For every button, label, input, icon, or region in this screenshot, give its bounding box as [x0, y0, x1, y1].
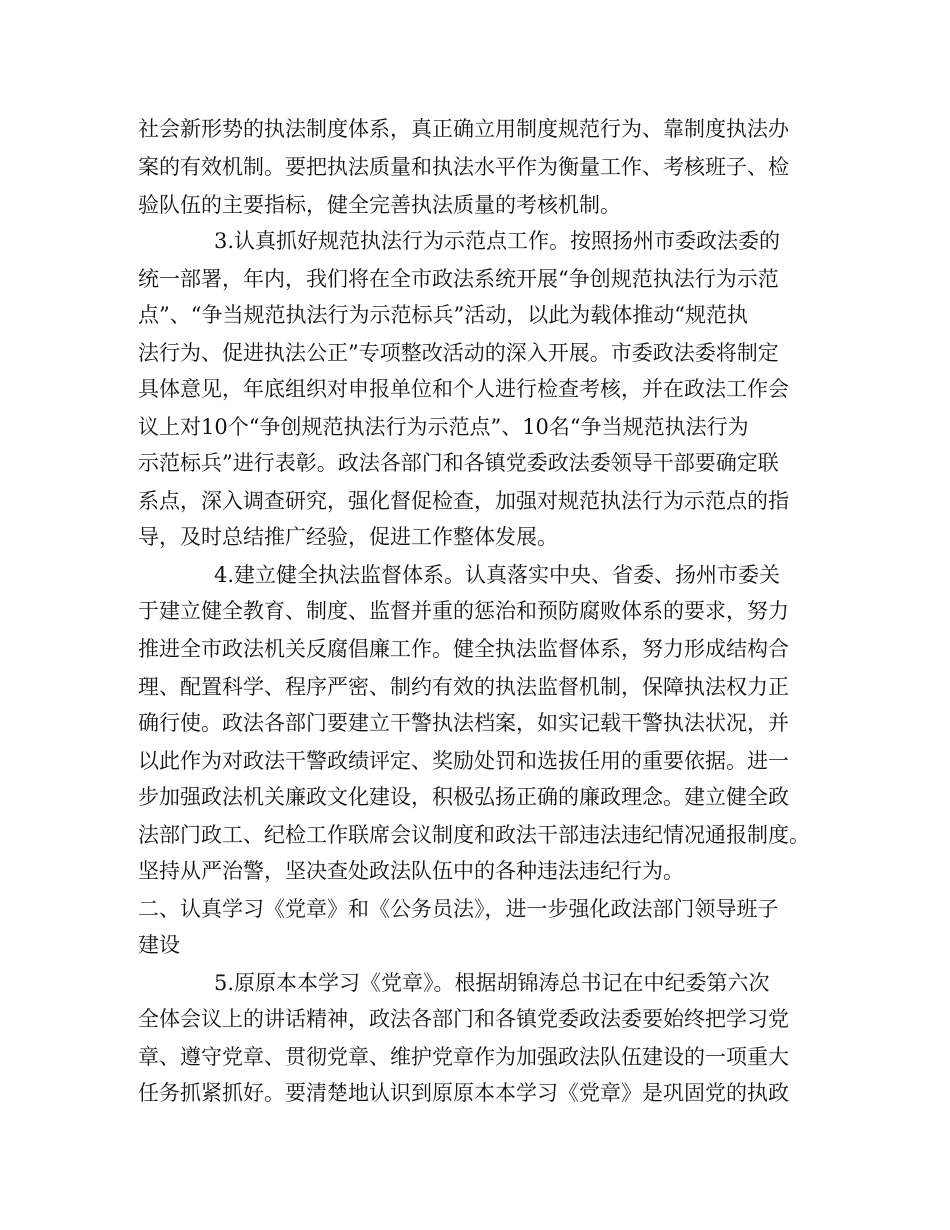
text-line: 验队伍的主要指标，健全完善执法质量的考核机制。 [138, 193, 621, 217]
text-line: 案的有效机制。要把执法质量和执法水平作为衡量工作、考核班子、检 [138, 155, 789, 179]
text-line: 章、遵守党章、贯彻党章、维护党章作为加强政法队伍建设的一项重大 [138, 1045, 789, 1069]
numbered-item-heading: 4.建立健全执法监督体系。认真落实中央、省委、扬州市委关 [214, 563, 781, 587]
section-heading: 二、认真学习《党章》和《公务员法》，进一步强化政法部门领导班子 [138, 897, 779, 921]
text-line: 推进全市政法机关反腐倡廉工作。健全执法监督体系，努力形成结构合 [138, 637, 789, 661]
text-line: 议上对10个“争创规范执法行为示范点”、10名“争当规范执法行为 [138, 415, 749, 439]
text-line: 法行为、促进执法公正”专项整改活动的深入开展。市委政法委将制定 [138, 341, 779, 365]
section-heading-continued: 建设 [138, 933, 180, 957]
text-line: 于建立健全教育、制度、监督并重的惩治和预防腐败体系的要求，努力 [138, 599, 789, 623]
text-line: 统一部署，年内，我们将在全市政法系统开展“争创规范执法行为示范 [138, 267, 779, 291]
text-line: 任务抓紧抓好。要清楚地认识到原原本本学习《党章》是巩固党的执政 [138, 1081, 789, 1105]
text-line: 系点，深入调查研究，强化督促检查，加强对规范执法行为示范点的指 [138, 489, 789, 513]
numbered-item-heading: 3.认真抓好规范执法行为示范点工作。按照扬州市委政法委的 [214, 229, 781, 253]
text-line: 导，及时总结推广经验，促进工作整体发展。 [138, 525, 558, 549]
text-line: 确行使。政法各部门要建立干警执法档案，如实记载干警执法状况，并 [138, 711, 789, 735]
text-line: 点”、“争当规范执法行为示范标兵”活动，以此为载体推动“规范执 [138, 303, 748, 327]
numbered-item-heading: 5.原原本本学习《党章》。根据胡锦涛总书记在中纪委第六次 [214, 971, 770, 995]
text-line: 示范标兵”进行表彰。政法各部门和各镇党委政法委领导干部要确定联 [138, 451, 779, 475]
text-line: 坚持从严治警，坚决查处政法队伍中的各种违法违纪行为。 [138, 859, 684, 883]
text-line: 理、配置科学、程序严密、制约有效的执法监督机制，保障执法权力正 [138, 675, 789, 699]
text-line: 社会新形势的执法制度体系，真正确立用制度规范行为、靠制度执法办 [138, 117, 789, 141]
text-line: 步加强政法机关廉政文化建设，积极弘扬正确的廉政理念。建立健全政 [138, 785, 789, 809]
text-line: 具体意见，年底组织对申报单位和个人进行检查考核，并在政法工作会 [138, 377, 789, 401]
text-line: 全体会议上的讲话精神，政法各部门和各镇党委政法委要始终把学习党 [138, 1007, 789, 1031]
text-line: 以此作为对政法干警政绩评定、奖励处罚和选拔任用的重要依据。进一 [138, 749, 789, 773]
text-line: 法部门政工、纪检工作联席会议制度和政法干部违法违纪情况通报制度。 [138, 823, 810, 847]
